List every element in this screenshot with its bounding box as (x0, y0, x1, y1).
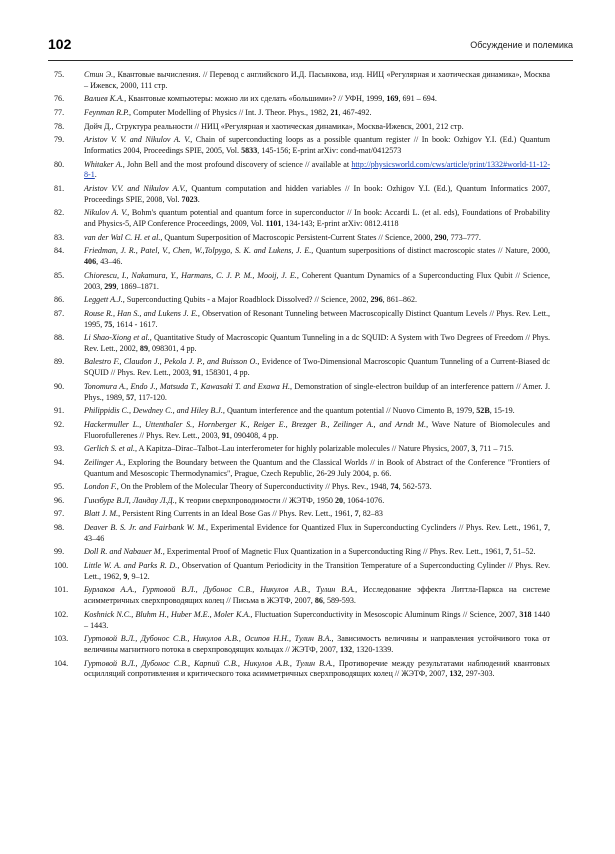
reference-pages: , 711 – 715. (475, 444, 514, 454)
reference-text (84, 184, 550, 206)
reference-text (84, 246, 550, 268)
reference-volume: 406 (84, 257, 97, 267)
reference-item (50, 357, 550, 379)
reference-text (84, 70, 550, 92)
reference-number: 78. (54, 121, 65, 131)
reference-number: 82. (54, 208, 65, 218)
reference-item (50, 94, 550, 105)
reference-citation: , Evidence of Two-Dimensional Macroscopic Quantum Tunneling of a Current-Biased dc SQUID // Phys. Rev. Lett., 2003, (84, 357, 550, 378)
reference-item (50, 382, 550, 404)
reference-text (84, 382, 550, 404)
reference-citation: , Противоречие между результатами наблюдений квантовых осцилляций сопротивления и критического тока асимметричных сверхпроводящих колец // ЖЭТФ, 2007, (84, 658, 550, 679)
reference-number: 99. (54, 547, 65, 557)
reference-text (84, 271, 550, 293)
reference-text (84, 523, 550, 545)
reference-item (50, 547, 550, 558)
reference-authors: Aristov V. V. and Nikulov A. V. (84, 135, 191, 145)
reference-number: 97. (54, 509, 65, 519)
reference-item (50, 509, 550, 520)
reference-item (50, 108, 550, 119)
reference-item (50, 135, 550, 157)
reference-volume: 7 (543, 523, 548, 533)
reference-citation: , A Kapitza–Dirac–Talbot–Lau interferometer for highly polarizable molecules // Nature Physics, 2007, (135, 444, 472, 454)
reference-text (84, 160, 550, 182)
reference-number: 79. (54, 135, 65, 145)
reference-link[interactable]: http://physicsworld.com/cws/article/print/1332#world-11-12-8-1 (84, 159, 551, 180)
reference-citation: , Quantum computation and hidden variables // In book: Ozhigov Y.I. (Ed.), Quantum Informatics 2007, Proceedings SPIE, 2008, Vol. (84, 183, 550, 204)
reference-citation: , Persistent Ring Currents in an Ideal Bose Gas // Phys. Rev. Lett., 1961, (118, 509, 355, 519)
reference-citation: , Exploring the Boundary between the Quantum and the Classical Worlds // in Book of Abstract of the Conference "Frontiers of Quantum and Mesoscopic Thermodynamics", Prague, Czech Republic, 26-29 July 2004, p. 66. (84, 457, 550, 478)
reference-list (50, 70, 550, 683)
reference-item (50, 496, 550, 507)
reference-text (84, 659, 550, 681)
reference-citation: , Quantum superpositions of distinct macroscopic states // Nature, 2000, (311, 246, 551, 256)
reference-text (84, 94, 550, 105)
reference-authors: Zeilinger A. (84, 457, 124, 467)
reference-citation: , Квантовые компьютеры: можно ли их сделать «большими»? // УФН, 1999, (124, 94, 387, 104)
reference-citation: , Квантовые вычисления. // Перевод с английского И.Д. Пасынкова, изд. НИЦ «Регулярная и хаотическая динамика», Москва – Ижевск, 2000, 111 стр. (84, 70, 550, 90)
reference-text (84, 122, 550, 133)
reference-number: 104. (54, 658, 69, 668)
reference-authors: Koshnick N.C., Bluhm H., Huber M.E., Moler K.A. (84, 609, 251, 619)
reference-text (84, 585, 550, 607)
reference-number: 103. (54, 634, 69, 644)
reference-item (50, 561, 550, 583)
reference-authors: Rouse R., Han S., and Lukens J. E. (84, 308, 198, 318)
reference-pages: . (197, 194, 200, 204)
reference-volume: 296 (370, 295, 383, 305)
reference-number: 91. (54, 406, 65, 416)
reference-authors: Aristov V.V. and Nikulov A.V. (84, 183, 186, 193)
reference-pages: , 1869–1871. (116, 281, 159, 291)
reference-volume: 74 (390, 482, 399, 492)
reference-citation: , Quantum Superposition of Macroscopic Persistent-Current States // Science, 2000, (160, 232, 435, 242)
reference-volume: 20 (335, 495, 344, 505)
reference-item (50, 309, 550, 331)
reference-item (50, 208, 550, 230)
reference-volume: 91 (221, 430, 230, 440)
reference-pages: , 1614 - 1617. (112, 319, 158, 329)
reference-authors: Leggett A.J. (84, 295, 123, 305)
reference-number: 94. (54, 457, 65, 467)
reference-pages: , 43–46 (84, 523, 550, 543)
reference-number: 90. (54, 381, 65, 391)
reference-citation: , Quantitative Study of Macroscopic Quantum Tunneling in a dc SQUID: A System with Two Degrees of Freedom // Phys. Rev. Lett., 2002, (84, 333, 550, 353)
reference-number: 95. (54, 482, 65, 492)
reference-number: 77. (54, 107, 65, 117)
reference-authors: Гуртовой В.Л., Дубонос С.В., Карпий С.В., Никулов А.В., Тулин В.А. (84, 658, 333, 668)
reference-item (50, 246, 550, 268)
reference-authors: Blatt J. M. (84, 509, 119, 519)
reference-authors: Валиев К.А. (84, 94, 125, 104)
reference-text (84, 444, 550, 455)
reference-pages: , 1064-1076. (343, 495, 385, 505)
reference-number: 83. (54, 232, 65, 242)
reference-text (84, 420, 550, 442)
reference-text (84, 233, 550, 244)
reference-pages: , 9–12. (127, 571, 150, 581)
reference-authors: Little W. A. and Parks R. D. (84, 561, 178, 570)
reference-item (50, 160, 550, 182)
reference-pages: , 51–52. (509, 547, 536, 557)
reference-pages: , 145-156; E-print arXiv: cond-mat/0412573 (257, 145, 402, 155)
reference-text (84, 561, 550, 583)
reference-text (84, 295, 550, 306)
reference-pages: , 297-303. (461, 669, 495, 679)
reference-authors: Friedman, J. R., Patel, V., Chen, W.,Tolpygo, S. K. and Lukens, J. E. (84, 246, 312, 256)
reference-volume: 7 (354, 509, 359, 519)
reference-authors: Li Shao-Xiong et al. (84, 333, 150, 343)
reference-citation: , Wave Nature of Biomolecules and Fluorofullerenes // Phys. Rev. Lett., 2003, (84, 419, 550, 440)
reference-text (84, 496, 550, 507)
reference-volume: 21 (330, 107, 339, 117)
page-header (48, 24, 573, 61)
reference-volume: 318 (519, 609, 532, 619)
reference-volume: 169 (386, 94, 399, 104)
reference-text (84, 509, 550, 520)
reference-pages: , 098301, 4 pp. (148, 343, 197, 353)
reference-pages: , 43–46. (96, 257, 123, 267)
reference-citation: , Зависимость величины и направления устойчивого тока от величины магнитного потока в сверхпроводящих кольцах // ЖЭТФ, 2007, (84, 634, 550, 654)
reference-volume: 3 (471, 444, 476, 454)
reference-item (50, 610, 550, 632)
reference-pages: , 15-19. (489, 406, 515, 416)
reference-item (50, 184, 550, 206)
reference-citation: , Coherent Quantum Dynamics of a Superconducting Flux Qubit // Science, 2003, (84, 270, 551, 291)
reference-item (50, 233, 550, 244)
reference-volume: 91 (192, 368, 202, 378)
reference-pages: . (94, 170, 97, 180)
reference-volume: 9 (123, 571, 128, 581)
reference-text (84, 482, 550, 493)
reference-text (84, 357, 550, 379)
reference-authors: Гинзбург В.Л, Ландау Л.Д. (84, 495, 175, 505)
reference-pages: , 134-143; E-print arXiv: 0812.4118 (281, 219, 399, 229)
reference-item (50, 523, 550, 545)
reference-number: 84. (54, 246, 65, 256)
reference-text (84, 458, 550, 480)
reference-item (50, 482, 550, 493)
reference-authors: London F. (84, 482, 117, 492)
reference-item (50, 70, 550, 92)
reference-citation: , Quantum interference and the quantum potential // Nuovo Cimento B, 1979, (222, 406, 477, 416)
reference-pages: , 589-593. (322, 596, 356, 606)
reference-item (50, 295, 550, 306)
reference-authors: Tonomura A., Endo J., Matsuda T., Kawasaki T. and Exawa H. (84, 381, 290, 391)
reference-citation: , Fluctuation Superconductivity in Mesoscopic Aluminum Rings // Science, 2007, (250, 609, 520, 619)
section-title: Обсуждение и полемика (470, 40, 573, 50)
reference-authors: Hackermuller L., Uttenthaler S., Hornberger K., Reiger E., Brezger B., Zeilinger A., and Arndt M. (84, 419, 427, 429)
reference-citation: , Observation of Quantum Periodicity in the Transition Temperature of a Superconducting Cylinder // Phys. Rev. Lett., 1962, (84, 561, 551, 581)
reference-text (84, 333, 550, 355)
reference-pages: , 117-120. (134, 392, 167, 402)
reference-volume: 7 (505, 547, 510, 557)
reference-pages: , 861–862. (382, 295, 418, 305)
reference-citation: , Observation of Resonant Tunneling between Macroscopically Distinct Quantum Levels // Phys. Rev. Lett., 1995, (84, 308, 550, 329)
reference-number: 101. (54, 585, 69, 595)
reference-pages: 1440 – 1443. (84, 609, 550, 630)
reference-item (50, 634, 550, 656)
reference-authors: Feynman R.P. (84, 107, 130, 117)
reference-number: 87. (54, 308, 65, 318)
reference-citation: , Superconducting Qubits - a Major Roadblock Dissolved? // Science, 2002, (122, 295, 371, 305)
reference-volume: 86 (314, 596, 323, 606)
reference-text (84, 406, 550, 417)
reference-item (50, 458, 550, 480)
reference-volume: 75 (104, 319, 113, 329)
reference-number: 85. (54, 270, 65, 280)
reference-volume: 7023 (181, 194, 198, 204)
page-number: 102 (48, 36, 72, 52)
reference-pages: , 090408, 4 pp. (229, 430, 279, 440)
reference-text (84, 208, 550, 230)
reference-citation: , On the Problem of the Molecular Theory of Superconductivity // Phys. Rev., 1948, (116, 482, 391, 492)
reference-citation: Дойч Д., Структура реальности // НИЦ «Регулярная и хаотическая динамика», Москва-Ижевск, 2001, 212 стр. (84, 121, 464, 131)
reference-authors: Бурлаков А.А., Гуртовой В.Л., Дубонос С.В., Никулов А.В., Тулин В.А. (84, 585, 356, 595)
reference-authors: Chiorescu, I., Nakamura, Y., Harmans, C. J. P. M., Mooij, J. E. (84, 270, 297, 280)
reference-volume: 57 (126, 392, 135, 402)
reference-number: 96. (54, 495, 65, 505)
reference-volume: 52B (476, 406, 490, 416)
reference-text (84, 610, 550, 632)
reference-volume: 299 (104, 281, 117, 291)
reference-number: 75. (54, 70, 65, 79)
reference-citation: , Chain of superconducting loops as a possible quantum register // In book: Ozhigov Y.I. (Ed.) Quantum Informatics 2004, Proceedings SPIE, 2005, Vol. (84, 135, 550, 155)
reference-pages: , 773–777. (446, 232, 481, 242)
reference-volume: 132 (339, 644, 353, 654)
reference-item (50, 333, 550, 355)
reference-item (50, 271, 550, 293)
reference-citation: , Demonstration of single-electron buildup of an interference pattern // Amer. J. Phys., 1989, (84, 381, 550, 402)
reference-citation: , Bohm's quantum potential and quantum force in superconductor // In book: Accardi L. (et al. eds), Foundations of Probability and Physics-5, AIP Conference Proceedings, 2009, Vol. (84, 208, 550, 229)
reference-number: 80. (54, 159, 65, 169)
reference-item (50, 406, 550, 417)
reference-number: 89. (54, 357, 65, 367)
reference-number: 93. (54, 444, 65, 454)
reference-volume: 89 (139, 343, 148, 353)
reference-citation: , Experimental Proof of Magnetic Flux Quantization in a Superconducting Ring // Phys. Rev. Lett., 1961, (162, 547, 506, 557)
reference-number: 102. (54, 609, 69, 619)
reference-number: 88. (54, 333, 65, 343)
reference-citation: , Computer Modelling of Physics // Int. J. Theor. Phys., 1982, (129, 107, 331, 117)
reference-text (84, 108, 550, 119)
reference-citation: , Experimental Evidence for Quantized Flux in Superconducting Cyclinders // Phys. Rev. Lett., 1961, (205, 523, 544, 533)
reference-authors: Doll R. and Nabauer M. (84, 547, 163, 557)
reference-authors: Philippidis C., Dewdney C., and Hiley B.J. (84, 406, 223, 416)
reference-item (50, 585, 550, 607)
reference-citation: , Исследование эффекта Литтла-Паркса на системе асимметричных сверхпроводящих колец // Письма в ЖЭТФ, 2007, (84, 585, 550, 606)
reference-pages: , 467-492. (338, 107, 372, 117)
reference-number: 86. (54, 295, 65, 305)
reference-number: 81. (54, 183, 65, 193)
reference-item (50, 444, 550, 455)
reference-item (50, 659, 550, 681)
reference-authors: van der Wal C. H. et al. (84, 232, 161, 242)
reference-number: 76. (54, 94, 65, 104)
reference-text (84, 634, 550, 656)
reference-text (84, 135, 550, 157)
reference-volume: 1101 (265, 219, 282, 229)
reference-number: 92. (54, 419, 65, 429)
reference-number: 98. (54, 523, 65, 533)
reference-pages: , 1320-1339. (352, 644, 394, 654)
reference-authors: Whitaker A. (84, 159, 123, 169)
reference-authors: Гуртовой В.Л., Дубонос С.В., Никулов А.В., Осипов Н.Н., Тулин В.А. (84, 634, 332, 644)
reference-pages: , 82–83 (358, 509, 383, 519)
reference-authors: Deaver B. S. Jr. and Fairbank W. M. (84, 523, 206, 533)
reference-item (50, 122, 550, 133)
reference-authors: Стин Э. (84, 70, 114, 79)
reference-authors: Nikulov A. V. (84, 208, 128, 218)
reference-authors: Balestro F., Claudon J., Pekola J. P., and Buisson O. (84, 357, 258, 367)
reference-citation: , John Bell and the most profound discovery of science // available at (122, 159, 352, 169)
reference-volume: 5833 (241, 145, 258, 155)
reference-item (50, 420, 550, 442)
reference-pages: , 691 – 694. (398, 94, 437, 104)
reference-text (84, 309, 550, 331)
reference-volume: 290 (434, 232, 447, 242)
reference-authors: Gerlich S. et al. (84, 444, 136, 454)
reference-number: 100. (54, 561, 69, 570)
reference-citation: , К теории сверхпроводимости // ЖЭТФ, 1950 (174, 495, 335, 505)
reference-text (84, 547, 550, 558)
reference-pages: , 562-573. (398, 482, 432, 492)
reference-pages: , 158301, 4 pp. (201, 368, 250, 378)
reference-volume: 132 (449, 669, 462, 679)
